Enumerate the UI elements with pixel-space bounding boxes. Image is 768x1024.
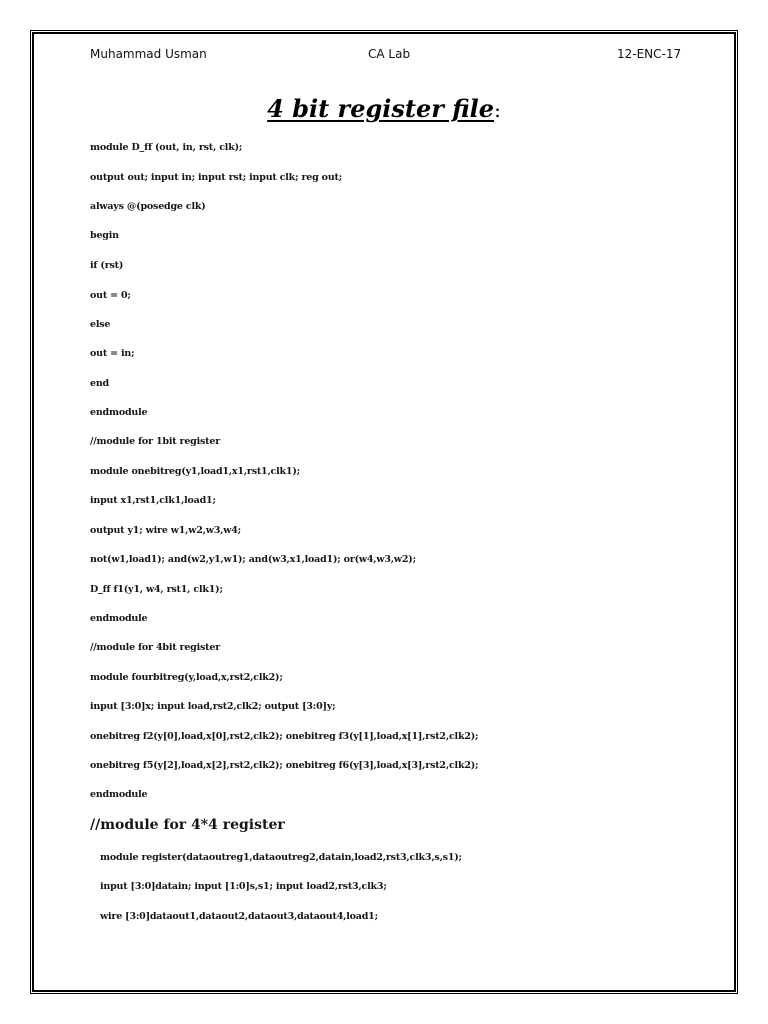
code-line-19: module fourbitreg(y,load,x,rst2,clk2); — [90, 672, 283, 683]
header-course: CA Lab — [368, 47, 411, 61]
document-title-colon: : — [494, 98, 501, 122]
header-roll-number: 12-ENC-17 — [617, 47, 682, 61]
code-line-16: D_ff f1(y1, w4, rst1, clk1); — [90, 584, 223, 595]
code-line-24: //module for 4*4 register — [90, 817, 285, 833]
code-line-23: endmodule — [90, 789, 148, 800]
code-line-25: module register(dataoutreg1,dataoutreg2,datain,load2,rst3,clk3,s,s1); — [100, 852, 462, 863]
code-line-7: else — [90, 319, 111, 330]
code-line-18: //module for 4bit register — [90, 642, 221, 653]
code-line-15: not(w1,load1); and(w2,y1,w1); and(w3,x1,load1); or(w4,w3,w2); — [90, 554, 416, 565]
code-line-12: module onebitreg(y1,load1,x1,rst1,clk1); — [90, 466, 300, 477]
code-line-4: begin — [90, 230, 119, 241]
code-line-9: end — [90, 378, 109, 389]
code-line-21: onebitreg f2(y[0],load,x[0],rst2,clk2); onebitreg f3(y[1],load,x[1],rst2,clk2); — [90, 731, 479, 742]
code-line-11: //module for 1bit register — [90, 436, 221, 447]
document-title-text: 4 bit register file — [267, 94, 495, 123]
code-line-10: endmodule — [90, 407, 148, 418]
code-line-1: module D_ff (out, in, rst, clk); — [90, 142, 243, 153]
code-line-6: out = 0; — [90, 290, 131, 301]
code-line-13: input x1,rst1,clk1,load1; — [90, 495, 216, 506]
code-line-2: output out; input in; input rst; input clk; reg out; — [90, 172, 343, 183]
code-line-3: always @(posedge clk) — [90, 201, 206, 212]
code-line-26: input [3:0]datain; input [1:0]s,s1; input load2,rst3,clk3; — [100, 881, 387, 892]
code-line-22: onebitreg f5(y[2],load,x[2],rst2,clk2); onebitreg f6(y[3],load,x[3],rst2,clk2); — [90, 760, 479, 771]
code-line-14: output y1; wire w1,w2,w3,w4; — [90, 525, 241, 536]
code-line-17: endmodule — [90, 613, 148, 624]
code-line-8: out = in; — [90, 348, 135, 359]
header-author: Muhammad Usman — [90, 47, 207, 61]
document-title — [0, 94, 768, 123]
code-line-27: wire [3:0]dataout1,dataout2,dataout3,dataout4,load1; — [100, 911, 378, 922]
page-header — [0, 47, 768, 65]
code-line-5: if (rst) — [90, 260, 124, 271]
code-line-20: input [3:0]x; input load,rst2,clk2; output [3:0]y; — [90, 701, 336, 712]
